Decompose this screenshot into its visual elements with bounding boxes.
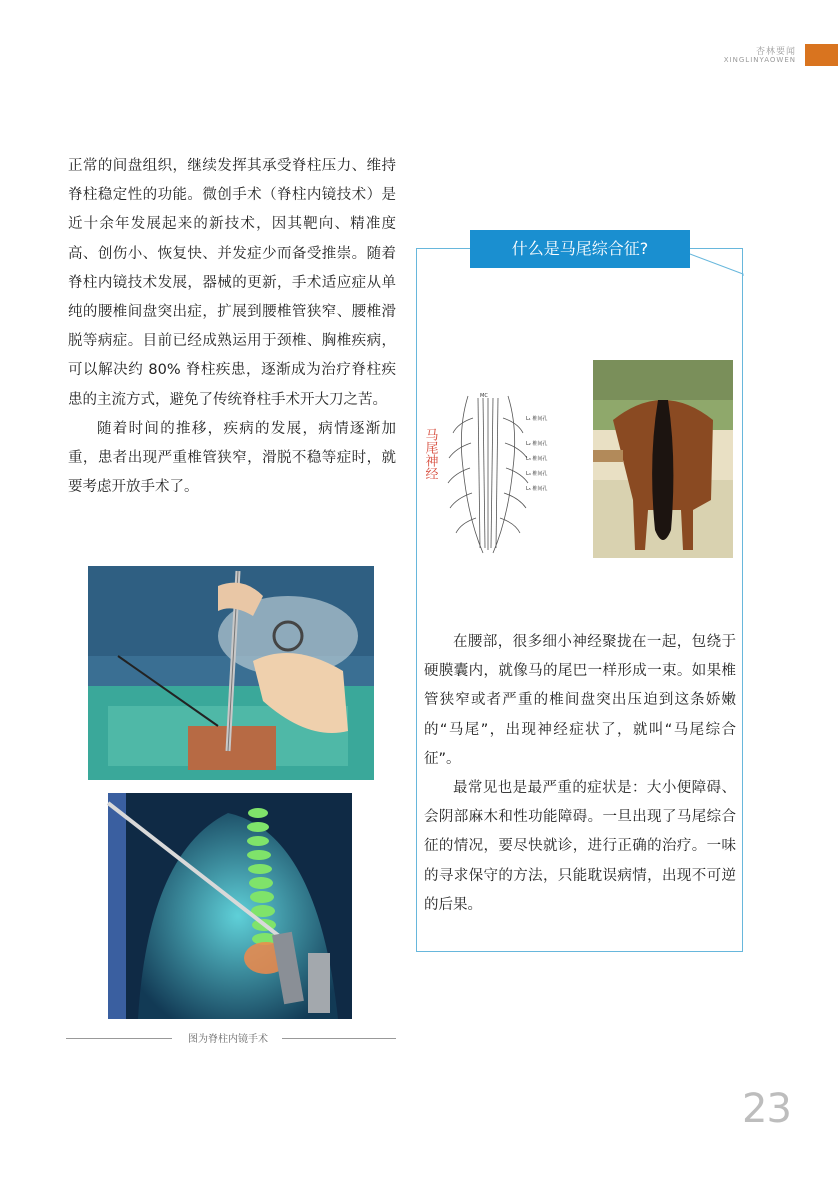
spine-endoscope-illustration <box>108 793 352 1019</box>
endoscopic-surgery-photo <box>88 566 374 780</box>
diagram-label-5: L₅ 椎间孔 <box>526 486 548 492</box>
diagram-label-3: L₃ 椎间孔 <box>526 456 548 462</box>
left-paragraph-1: 正常的间盘组织，继续发挥其承受脊柱压力、维持脊柱稳定性的功能。微创手术（脊柱内镜技术）是近十余年发展起来的新技术，因其靶向、精准度高、创伤小、恢复快、并发症少而备受推崇。随着脊柱内镜技术发展，器械的更新，手术适应症从单纯的腰椎间盘突出症，扩展到腰椎管狭窄、腰椎滑脱等病症。目前已经成熟运用于颈椎、胸椎疾病，可以解决约 80% 脊柱疾患，逐渐成为治疗脊柱疾患的主流方式，避免了传统脊柱手术开大刀之苦。 <box>68 158 396 408</box>
sidebar-box-title: 什么是马尾综合征? <box>470 230 690 268</box>
diagram-top-label: MC <box>480 393 488 399</box>
box-corner-decoration <box>690 230 746 276</box>
caption-rule-right <box>282 1038 396 1039</box>
horse-tail-photo <box>593 360 733 558</box>
diagram-label-2: L₂ 椎间孔 <box>526 441 548 447</box>
cauda-equina-diagram <box>422 388 578 560</box>
diagram-label-1: L₁ 椎间孔 <box>526 416 548 422</box>
sidebar-box-text <box>424 628 736 920</box>
left-paragraph-2: 随着时间的推移，疾病的发展，病情逐渐加重，患者出现严重椎管狭窄，滑脱不稳等症时，就要考虑开放手术了。 <box>68 420 396 496</box>
box-paragraph-2: 最常见也是最严重的症状是：大小便障碍、会阴部麻木和性功能障碍。一旦出现了马尾综合征的情况，要尽快就诊，进行正确的治疗。一味的寻求保守的方法，只能耽误病情，出现不可逆的后果。 <box>424 780 736 913</box>
header-accent-bar <box>805 44 838 66</box>
section-title-english: XINGLINYAOWEN <box>723 56 796 64</box>
section-title: 杏林要闻 <box>755 47 796 57</box>
diagram-vertical-label: 马尾神经 <box>422 428 438 480</box>
page-number: 23 <box>742 1086 791 1132</box>
left-column-text <box>68 152 396 502</box>
caption-text: 图为脊柱内镜手术 <box>188 1034 268 1045</box>
box-paragraph-1: 在腰部，很多细小神经聚拢在一起，包绕于硬膜囊内，就像马的尾巴一样形成一束。如果椎管狭窄或者严重的椎间盘突出压迫到这条娇嫩的“马尾”，出现神经症状了，就叫“马尾综合征”。 <box>424 634 736 767</box>
diagram-label-4: L₄ 椎间孔 <box>526 471 548 477</box>
figure-caption <box>66 1030 396 1046</box>
caption-rule-left <box>66 1038 172 1039</box>
